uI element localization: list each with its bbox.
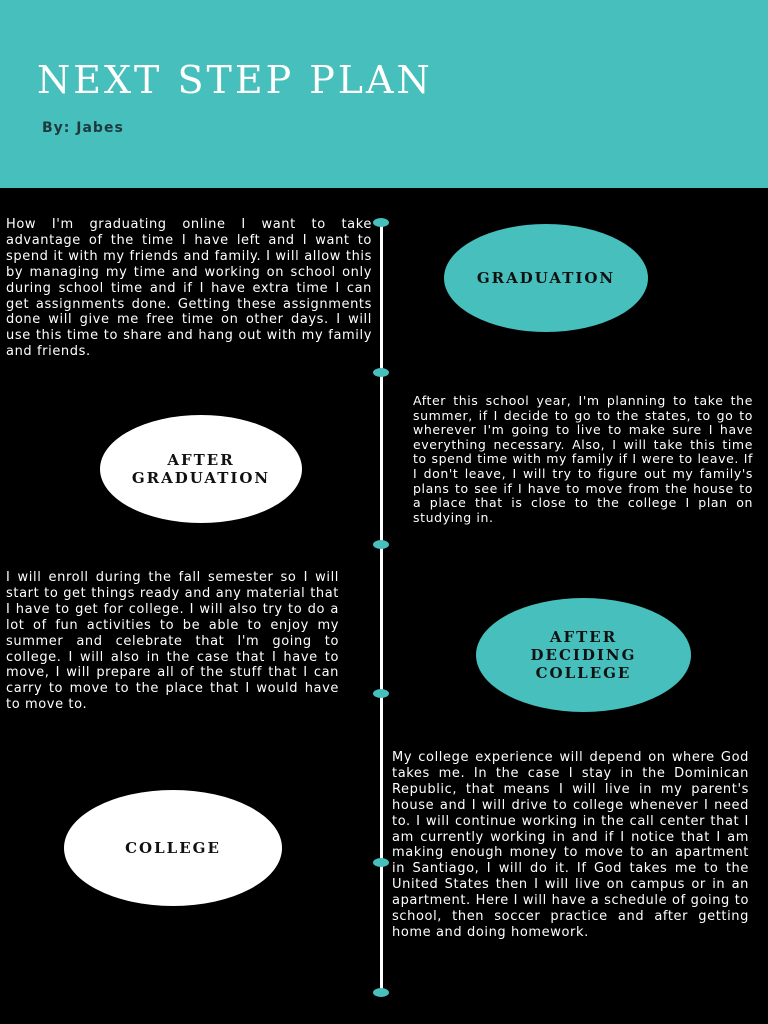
timeline-node xyxy=(373,689,389,698)
author-byline: By: Jabes xyxy=(42,120,124,136)
header-banner xyxy=(0,0,768,188)
timeline-node xyxy=(373,540,389,549)
paragraph-graduation: How I'm graduating online I want to take advantage of the time I have left and I want to spend it with my friends and family. I will allow this by managing my time and working on school only during school time and if I have extra time I can get assignments done. Getting these assignments done will give me free time on other days. I will use this time to share and hang out with my family and friends. xyxy=(6,217,372,360)
paragraph-after-graduation: After this school year, I'm planning to take the summer, if I decide to go to the states, to go to wherever I'm going to live to make sure I have everything necessary. Also, I will take this time to spend time with my family if I were to leave. If I don't leave, I will try to figure out my family's plans to see if I have to move from the house to a place that is close to the college I plan on studying in. xyxy=(413,393,753,525)
paragraph-after-deciding-college: I will enroll during the fall semester so I will start to get things ready and any material that I have to get for college. I will also try to do a lot of fun activities to be able to enjoy my summer and celebrate that I'm going to college. I will also in the case that I have to move, I will prepare all of the stuff that I can carry to move to the place that I would have to move to. xyxy=(6,570,339,713)
paragraph-college: My college experience will depend on where God takes me. In the case I stay in the Dominican Republic, that means I will live in my parent's house and I will drive to college whenever I need to. I will continue working in the call center that I am currently working in and if I notice that I am making enough money to move to an apartment in Santiago, I will do it. If God takes me to the United States then I will live on campus or in an apartment. Here I will have a schedule of going to school, then soccer practice and after getting home and doing homework. xyxy=(392,750,749,940)
timeline-node xyxy=(373,218,389,227)
timeline-node xyxy=(373,988,389,997)
page-title: NEXT STEP PLAN xyxy=(37,58,433,102)
timeline-node xyxy=(373,368,389,377)
bubble-after-graduation: AFTER GRADUATION xyxy=(100,415,302,523)
bubble-college: COLLEGE xyxy=(64,790,282,906)
bubble-after-deciding-college: AFTER DECIDING COLLEGE xyxy=(476,598,691,712)
timeline-line xyxy=(380,222,383,994)
bubble-graduation: GRADUATION xyxy=(444,224,648,332)
timeline-node xyxy=(373,858,389,867)
